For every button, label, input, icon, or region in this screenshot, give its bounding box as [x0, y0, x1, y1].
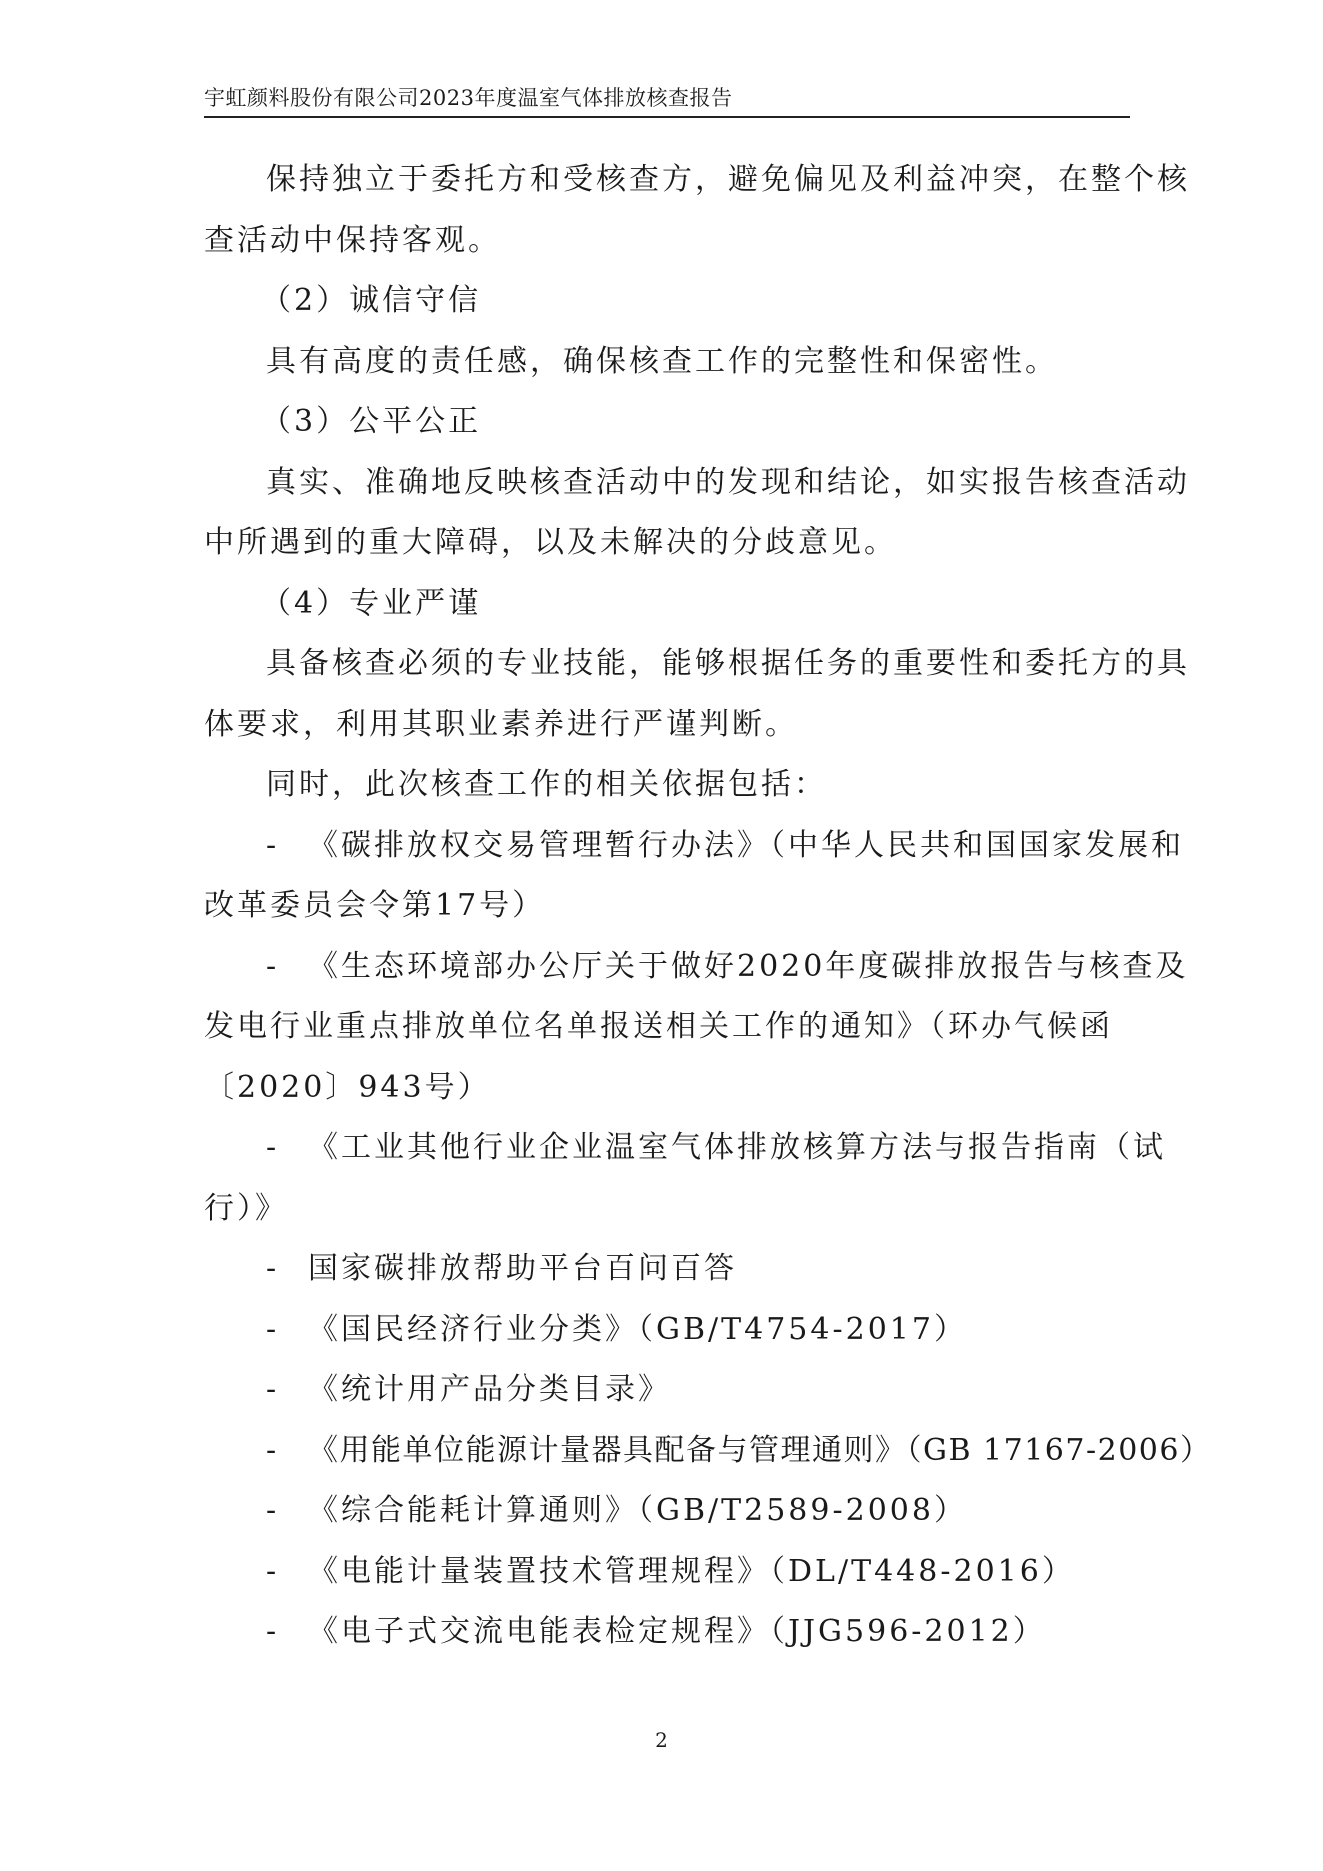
list-item — [204, 816, 1184, 877]
list-item — [204, 1481, 1130, 1542]
page-number: 2 — [655, 1728, 668, 1752]
list-item — [204, 1239, 1130, 1300]
list-item-continuation: 〔2020〕943号） — [204, 1069, 491, 1105]
list-dash: - — [266, 1372, 280, 1407]
list-item — [204, 1542, 1130, 1603]
list-dash: - — [266, 1130, 280, 1165]
list-dash: - — [266, 1311, 280, 1347]
list-item — [204, 1118, 1166, 1179]
section-heading-professional: （4）专业严谨 — [261, 585, 482, 621]
list-item-continuation: 行）》 — [204, 1190, 288, 1226]
list-dash: - — [266, 1493, 280, 1528]
list-item-text: 国家碳排放帮助平台百问百答 — [308, 1251, 737, 1286]
paragraph-line: 具有高度的责任感，确保核查工作的完整性和保密性。 — [266, 343, 1058, 379]
header-divider — [204, 116, 1130, 118]
list-dash: - — [266, 827, 280, 863]
paragraph-line: 保持独立于委托方和受核查方，避免偏见及利益冲突，在整个核 — [266, 162, 1190, 197]
list-item — [204, 1360, 1130, 1421]
paragraph-line: 真实、准确地反映核查活动中的发现和结论，如实报告核查活动 — [266, 464, 1190, 500]
list-item-text: 《电能计量装置技术管理规程》（DL/T448-2016） — [308, 1553, 1075, 1589]
document-body — [204, 150, 1212, 1663]
list-dash: - — [266, 1553, 280, 1589]
list-item-text: 《国民经济行业分类》（GB/T4754-2017） — [308, 1311, 967, 1347]
list-dash: - — [266, 1614, 280, 1649]
paragraph-line: 具备核查必须的专业技能，能够根据任务的重要性和委托方的具 — [266, 646, 1190, 681]
list-item-text: 《电子式交流电能表检定规程》（JJG596-2012） — [308, 1614, 1046, 1649]
list-item — [204, 1421, 1212, 1482]
list-item-text: 《碳排放权交易管理暂行办法》（中华人民共和国国家发展和 — [308, 827, 1184, 863]
list-item-text: 《综合能耗计算通则》（GB/T2589-2008） — [308, 1493, 967, 1528]
paragraph-line: 中所遇到的重大障碍，以及未解决的分歧意见。 — [204, 525, 897, 560]
list-item-text: 《生态环境部办公厅关于做好2020年度碳排放报告与核查及 — [308, 948, 1189, 984]
list-item — [204, 1300, 1130, 1361]
list-item-continuation: 发电行业重点排放单位名单报送相关工作的通知》（环办气候函 — [204, 1009, 1113, 1044]
list-dash: - — [266, 1251, 280, 1286]
list-item — [204, 937, 1189, 998]
list-item — [204, 1602, 1130, 1663]
list-item-text: 《用能单位能源计量器具配备与管理通则》（GB 17167-2006） — [308, 1432, 1212, 1468]
list-item-continuation: 改革委员会令第17号） — [204, 888, 546, 923]
paragraph-line: 查活动中保持客观。 — [204, 222, 501, 258]
paragraph-line: 体要求，利用其职业素养进行严谨判断。 — [204, 706, 798, 742]
list-item-text: 《统计用产品分类目录》 — [308, 1372, 671, 1407]
list-dash: - — [266, 948, 280, 984]
section-heading-integrity: （2）诚信守信 — [261, 283, 482, 318]
document-header: 宇虹颜料股份有限公司2023年度温室气体排放核查报告 — [204, 86, 733, 110]
list-item-text: 《工业其他行业企业温室气体排放核算方法与报告指南（试 — [308, 1130, 1166, 1165]
basis-intro: 同时，此次核查工作的相关依据包括： — [266, 767, 827, 802]
section-heading-fairness: （3）公平公正 — [261, 404, 482, 439]
list-dash: - — [266, 1432, 280, 1468]
